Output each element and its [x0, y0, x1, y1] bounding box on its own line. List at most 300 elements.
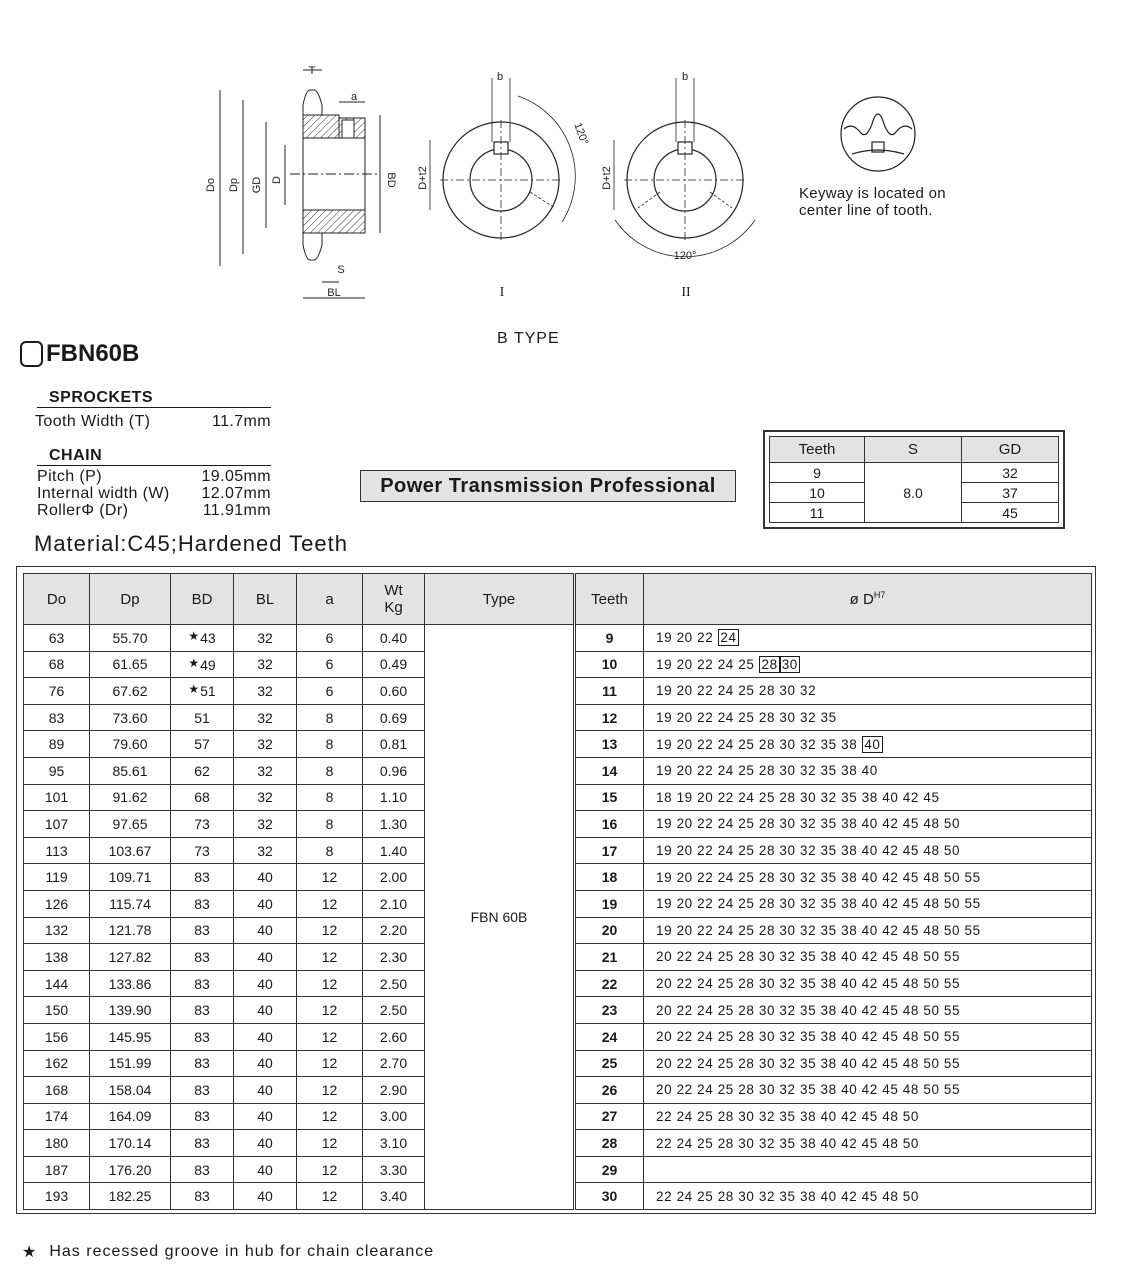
cell-bl: 32: [234, 704, 297, 731]
boxed-bore-option: 30: [781, 656, 798, 672]
cell-wt: 3.00: [363, 1103, 425, 1130]
hub2-dt2: D+t2: [601, 166, 613, 190]
keyway-note: [799, 185, 946, 219]
cell-bl: 40: [234, 864, 297, 891]
cell-dp: 85.61: [90, 757, 171, 784]
cell-teeth: 25: [575, 1050, 644, 1077]
cell-do: 107: [24, 811, 90, 838]
cell-do: 132: [24, 917, 90, 944]
bd-value: 83: [194, 922, 210, 939]
bd-value: 83: [194, 869, 210, 886]
bore-label: ø D: [849, 591, 874, 608]
cell-bl: 40: [234, 1023, 297, 1050]
bd-value: 51: [194, 709, 210, 726]
cell-bl: 40: [234, 1183, 297, 1210]
bd-value: 83: [194, 948, 210, 965]
cell-a: 12: [297, 1156, 363, 1183]
cell-a: 12: [297, 890, 363, 917]
cell-do: 187: [24, 1156, 90, 1183]
cell-bd: [171, 784, 234, 811]
cell-bores: [644, 784, 1092, 811]
cell-do: 119: [24, 864, 90, 891]
cell-a: 12: [297, 1077, 363, 1104]
spec-label: RollerΦ (Dr): [37, 502, 129, 519]
cell-do: 113: [24, 837, 90, 864]
cell-teeth: 18: [575, 864, 644, 891]
cell-bores: [644, 864, 1092, 891]
cell-wt: 2.10: [363, 890, 425, 917]
table-row: [24, 625, 1092, 652]
cell-wt: 0.81: [363, 731, 425, 758]
square-outline-icon: [20, 341, 43, 367]
cell-a: 12: [297, 997, 363, 1024]
bore-list: 20 22 24 25 28 30 32 35 38 40 42 45 48 50 55: [656, 1055, 961, 1071]
cell-bores: [644, 837, 1092, 864]
cell-a: 12: [297, 1130, 363, 1157]
spec-table: [23, 573, 1092, 1210]
bore-list: 19 20 22 24 25 28 30 32 35 38: [656, 736, 858, 752]
gd-s-value: 8.0: [865, 463, 962, 523]
sprockets-spec: [37, 389, 271, 430]
hub2-angle: 120°: [673, 250, 697, 262]
col-bl: BL: [234, 574, 297, 625]
cell-dp: 151.99: [90, 1050, 171, 1077]
bd-value: 57: [194, 736, 210, 753]
cell-a: 6: [297, 651, 363, 678]
cell-wt: 2.00: [363, 864, 425, 891]
cell-wt: 2.70: [363, 1050, 425, 1077]
spec-label: Tooth Width (T): [35, 413, 151, 430]
keyway-note-line1: Keyway is located on: [799, 185, 946, 202]
cell-teeth: 24: [575, 1023, 644, 1050]
cell-bd: [171, 1156, 234, 1183]
bore-list: 19 20 22 24 25 28 30 32 35 38 40 42 45 48 50 55: [656, 922, 981, 938]
col-teeth: Teeth: [575, 574, 644, 625]
cell-bl: 32: [234, 757, 297, 784]
footnote-text: Has recessed groove in hub for chain clearance: [49, 1243, 435, 1260]
cell-wt: 0.60: [363, 678, 425, 705]
cell-bd: [171, 651, 234, 678]
spec-value: 19.05mm: [201, 468, 271, 485]
cell-bd: [171, 1050, 234, 1077]
cell-teeth: 30: [575, 1183, 644, 1210]
col-wt: [363, 574, 425, 625]
cell-bd: [171, 970, 234, 997]
cell-do: 63: [24, 625, 90, 652]
dim-t: T: [308, 65, 316, 77]
material-label: Material:C45;Hardened Teeth: [34, 531, 348, 556]
cell-a: 12: [297, 917, 363, 944]
dim-do: Do: [205, 177, 217, 193]
cell-bd: [171, 1183, 234, 1210]
cell-bores: [644, 944, 1092, 971]
cell-dp: 73.60: [90, 704, 171, 731]
bd-value: 83: [194, 1188, 210, 1205]
cell-bores: [644, 1183, 1092, 1210]
hub-type-i: [430, 78, 575, 242]
cell-bores: [644, 1156, 1092, 1183]
hub1-dt2: D+t2: [417, 166, 429, 190]
cell-do: 95: [24, 757, 90, 784]
cell-bores: [644, 704, 1092, 731]
cell-a: 8: [297, 757, 363, 784]
cell-teeth: 17: [575, 837, 644, 864]
cell-bl: 40: [234, 997, 297, 1024]
side-view: [220, 70, 380, 298]
cell-do: 89: [24, 731, 90, 758]
gd-teeth: 11: [770, 503, 865, 523]
cell-bd: [171, 625, 234, 652]
cell-teeth: 15: [575, 784, 644, 811]
cell-teeth: 28: [575, 1130, 644, 1157]
cell-bd: [171, 757, 234, 784]
keyway-note-line2: center line of tooth.: [799, 202, 933, 219]
spec-value: 11.91mm: [202, 502, 271, 519]
bore-list: 22 24 25 28 30 32 35 38 40 42 45 48 50: [656, 1135, 920, 1151]
cell-bl: 40: [234, 917, 297, 944]
bore-list: 19 20 22 24 25: [656, 656, 755, 672]
gd-teeth: 10: [770, 483, 865, 503]
cell-bl: 40: [234, 1130, 297, 1157]
bore-list: 20 22 24 25 28 30 32 35 38 40 42 45 48 50 55: [656, 1082, 961, 1098]
cell-do: 83: [24, 704, 90, 731]
cell-bd: [171, 704, 234, 731]
cell-bd: [171, 678, 234, 705]
cell-do: 68: [24, 651, 90, 678]
cell-do: 150: [24, 997, 90, 1024]
cell-bd: [171, 837, 234, 864]
bd-value: 83: [194, 975, 210, 992]
bd-value: 83: [194, 1161, 210, 1178]
cell-dp: 97.65: [90, 811, 171, 838]
hub1-roman: I: [499, 285, 505, 300]
col-bore: [644, 574, 1092, 625]
bd-value: 83: [194, 1002, 210, 1019]
cell-teeth: 14: [575, 757, 644, 784]
cell-bores: [644, 1050, 1092, 1077]
cell-do: 193: [24, 1183, 90, 1210]
cell-a: 8: [297, 811, 363, 838]
dim-gd: GD: [251, 176, 263, 194]
sprockets-header: SPROCKETS: [37, 389, 271, 408]
spec-table-frame: [16, 566, 1096, 1214]
gd-header-s: S: [865, 437, 962, 463]
cell-bores: [644, 678, 1092, 705]
cell-dp: 127.82: [90, 944, 171, 971]
bd-value: 83: [194, 1028, 210, 1045]
spec-row: [37, 502, 271, 519]
bore-list: 19 20 22: [656, 630, 714, 646]
cell-a: 8: [297, 784, 363, 811]
cell-bl: 40: [234, 970, 297, 997]
cell-bl: 32: [234, 811, 297, 838]
boxed-bore-option: 28: [761, 656, 778, 672]
cell-do: 76: [24, 678, 90, 705]
col-do: Do: [24, 574, 90, 625]
bd-value: 43: [200, 630, 216, 647]
spec-value: 12.07mm: [201, 485, 271, 502]
cell-teeth: 10: [575, 651, 644, 678]
boxed-bore-option: 24: [720, 630, 737, 646]
gd-table: [763, 430, 1065, 529]
cell-teeth: 29: [575, 1156, 644, 1183]
cell-bores: [644, 1103, 1092, 1130]
cell-bl: 32: [234, 651, 297, 678]
gd-teeth: 9: [770, 463, 865, 483]
cell-dp: 158.04: [90, 1077, 171, 1104]
cell-bores: [644, 1023, 1092, 1050]
bore-list: 20 22 24 25 28 30 32 35 38 40 42 45 48 50 55: [656, 1029, 961, 1045]
spec-label: Pitch (P): [37, 468, 102, 485]
cell-bd: [171, 811, 234, 838]
cell-teeth: 13: [575, 731, 644, 758]
cell-a: 12: [297, 1103, 363, 1130]
spec-row: [37, 468, 271, 485]
dim-d: D: [271, 176, 283, 184]
gd-value: 45: [962, 503, 1059, 523]
cell-wt: 2.30: [363, 944, 425, 971]
cell-teeth: 16: [575, 811, 644, 838]
star-icon: ★: [188, 655, 200, 670]
cell-do: 174: [24, 1103, 90, 1130]
spec-row: [37, 485, 271, 502]
cell-wt: 2.60: [363, 1023, 425, 1050]
star-icon: ★: [22, 1244, 38, 1261]
bore-list: 20 22 24 25 28 30 32 35 38 40 42 45 48 50 55: [656, 1002, 961, 1018]
cell-bl: 32: [234, 731, 297, 758]
bore-tolerance: H7: [873, 590, 886, 600]
col-a: a: [297, 574, 363, 625]
cell-dp: 91.62: [90, 784, 171, 811]
cell-dp: 61.65: [90, 651, 171, 678]
cell-wt: 2.50: [363, 997, 425, 1024]
col-wt-line1: Wt: [384, 582, 403, 599]
cell-do: 168: [24, 1077, 90, 1104]
bore-list: 19 20 22 24 25 28 30 32 35 38 40 42 45 48 50 55: [656, 869, 981, 885]
cell-bores: [644, 651, 1092, 678]
banner: Power Transmission Professional: [360, 470, 736, 502]
cell-a: 12: [297, 1023, 363, 1050]
dim-s: S: [337, 264, 345, 276]
cell-bd: [171, 997, 234, 1024]
cell-bd: [171, 1130, 234, 1157]
sprocket-technical-drawing: [200, 60, 780, 305]
bore-list: 19 20 22 24 25 28 30 32: [656, 683, 817, 699]
spec-table-body: [24, 625, 1092, 1210]
cell-bd: [171, 890, 234, 917]
cell-wt: 0.49: [363, 651, 425, 678]
gd-value: 32: [962, 463, 1059, 483]
cell-dp: 55.70: [90, 625, 171, 652]
star-icon: ★: [188, 682, 200, 697]
bore-list: 19 20 22 24 25 28 30 32 35 38 40 42 45 48 50 55: [656, 896, 981, 912]
cell-dp: 103.67: [90, 837, 171, 864]
cell-teeth: 11: [575, 678, 644, 705]
bd-value: 62: [194, 762, 210, 779]
keyway-detail-icon: [838, 94, 918, 174]
spec-label: Internal width (W): [37, 485, 170, 502]
gd-value: 37: [962, 483, 1059, 503]
bore-list: 18 19 20 22 24 25 28 30 32 35 38 40 42 45: [656, 789, 940, 805]
cell-dp: 67.62: [90, 678, 171, 705]
cell-do: 180: [24, 1130, 90, 1157]
cell-bd: [171, 1103, 234, 1130]
cell-wt: 0.40: [363, 625, 425, 652]
model-title: [20, 340, 139, 368]
cell-dp: 79.60: [90, 731, 171, 758]
cell-wt: 0.96: [363, 757, 425, 784]
hub1-b: b: [496, 71, 504, 83]
bd-value: 51: [200, 683, 216, 700]
cell-dp: 121.78: [90, 917, 171, 944]
col-dp: Dp: [90, 574, 171, 625]
cell-bores: [644, 811, 1092, 838]
cell-a: 8: [297, 837, 363, 864]
col-bd: BD: [171, 574, 234, 625]
star-icon: ★: [188, 629, 200, 644]
cell-bores: [644, 731, 1092, 758]
cell-dp: 164.09: [90, 1103, 171, 1130]
cell-bores: [644, 917, 1092, 944]
cell-teeth: 26: [575, 1077, 644, 1104]
bore-list: 22 24 25 28 30 32 35 38 40 42 45 48 50: [656, 1108, 920, 1124]
cell-bores: [644, 970, 1092, 997]
bd-value: 83: [194, 1081, 210, 1098]
bd-value: 83: [194, 895, 210, 912]
cell-bl: 32: [234, 678, 297, 705]
cell-dp: 145.95: [90, 1023, 171, 1050]
cell-teeth: 23: [575, 997, 644, 1024]
cell-bd: [171, 917, 234, 944]
cell-teeth: 20: [575, 917, 644, 944]
cell-type: FBN 60B: [425, 625, 575, 1210]
cell-bl: 40: [234, 1103, 297, 1130]
cell-bores: [644, 997, 1092, 1024]
cell-teeth: 27: [575, 1103, 644, 1130]
gd-header-teeth: Teeth: [770, 437, 865, 463]
bd-value: 83: [194, 1135, 210, 1152]
cell-bores: [644, 757, 1092, 784]
cell-a: 12: [297, 1050, 363, 1077]
type-label: B TYPE: [497, 330, 560, 347]
hub1-angle: 120°: [571, 121, 591, 147]
dim-dp: Dp: [228, 177, 240, 193]
hub2-roman: II: [681, 285, 691, 300]
cell-wt: 1.10: [363, 784, 425, 811]
cell-a: 12: [297, 944, 363, 971]
bd-value: 49: [200, 656, 216, 673]
cell-wt: 3.10: [363, 1130, 425, 1157]
boxed-bore-option: 40: [864, 736, 881, 752]
bore-list: 19 20 22 24 25 28 30 32 35 38 40: [656, 763, 878, 779]
model-name: FBN60B: [46, 340, 140, 367]
cell-dp: 115.74: [90, 890, 171, 917]
cell-wt: 2.90: [363, 1077, 425, 1104]
chain-header: CHAIN: [37, 447, 271, 466]
cell-a: 6: [297, 678, 363, 705]
cell-bl: 40: [234, 944, 297, 971]
cell-bl: 40: [234, 1156, 297, 1183]
cell-teeth: 21: [575, 944, 644, 971]
cell-do: 101: [24, 784, 90, 811]
bore-list: 19 20 22 24 25 28 30 32 35: [656, 710, 837, 726]
bd-value: 68: [194, 789, 210, 806]
cell-dp: 170.14: [90, 1130, 171, 1157]
cell-do: 144: [24, 970, 90, 997]
cell-dp: 133.86: [90, 970, 171, 997]
cell-teeth: 12: [575, 704, 644, 731]
bore-list: 19 20 22 24 25 28 30 32 35 38 40 42 45 48 50: [656, 816, 961, 832]
cell-bores: [644, 1130, 1092, 1157]
cell-bl: 40: [234, 1050, 297, 1077]
cell-bd: [171, 1023, 234, 1050]
bore-list: 19 20 22 24 25 28 30 32 35 38 40 42 45 48 50: [656, 843, 961, 859]
col-wt-line2: Kg: [384, 599, 403, 616]
cell-bores: [644, 1077, 1092, 1104]
cell-wt: 3.30: [363, 1156, 425, 1183]
hub-type-ii: [614, 78, 755, 257]
cell-bl: 40: [234, 1077, 297, 1104]
cell-a: 8: [297, 731, 363, 758]
cell-dp: 176.20: [90, 1156, 171, 1183]
cell-bd: [171, 944, 234, 971]
cell-wt: 1.30: [363, 811, 425, 838]
cell-dp: 182.25: [90, 1183, 171, 1210]
footnote: [22, 1242, 434, 1262]
cell-wt: 0.69: [363, 704, 425, 731]
cell-bd: [171, 1077, 234, 1104]
bd-value: 73: [194, 842, 210, 859]
cell-a: 12: [297, 1183, 363, 1210]
cell-wt: 2.50: [363, 970, 425, 997]
gd-header-gd: GD: [962, 437, 1059, 463]
cell-a: 12: [297, 864, 363, 891]
cell-dp: 139.90: [90, 997, 171, 1024]
bore-list: 22 24 25 28 30 32 35 38 40 42 45 48 50: [656, 1188, 920, 1204]
cell-do: 126: [24, 890, 90, 917]
bd-value: 83: [194, 1108, 210, 1125]
bore-list: 20 22 24 25 28 30 32 35 38 40 42 45 48 50 55: [656, 949, 961, 965]
dim-a: a: [350, 91, 358, 103]
cell-bl: 32: [234, 837, 297, 864]
cell-bl: 40: [234, 890, 297, 917]
cell-teeth: 19: [575, 890, 644, 917]
cell-a: 8: [297, 704, 363, 731]
cell-teeth: 22: [575, 970, 644, 997]
cell-wt: 1.40: [363, 837, 425, 864]
cell-bd: [171, 731, 234, 758]
cell-teeth: 9: [575, 625, 644, 652]
bd-value: 83: [194, 1055, 210, 1072]
chain-spec: [37, 447, 271, 519]
cell-dp: 109.71: [90, 864, 171, 891]
spec-row: [35, 413, 271, 430]
col-type: Type: [425, 574, 575, 625]
cell-wt: 3.40: [363, 1183, 425, 1210]
bd-value: 73: [194, 815, 210, 832]
cell-do: 138: [24, 944, 90, 971]
cell-bores: [644, 625, 1092, 652]
cell-bl: 32: [234, 625, 297, 652]
cell-do: 162: [24, 1050, 90, 1077]
cell-bl: 32: [234, 784, 297, 811]
hub2-b: b: [681, 71, 689, 83]
dim-bl: BL: [327, 287, 341, 299]
cell-bores: [644, 890, 1092, 917]
cell-bd: [171, 864, 234, 891]
dim-bd: BD: [385, 172, 397, 188]
bore-list: 20 22 24 25 28 30 32 35 38 40 42 45 48 50 55: [656, 976, 961, 992]
